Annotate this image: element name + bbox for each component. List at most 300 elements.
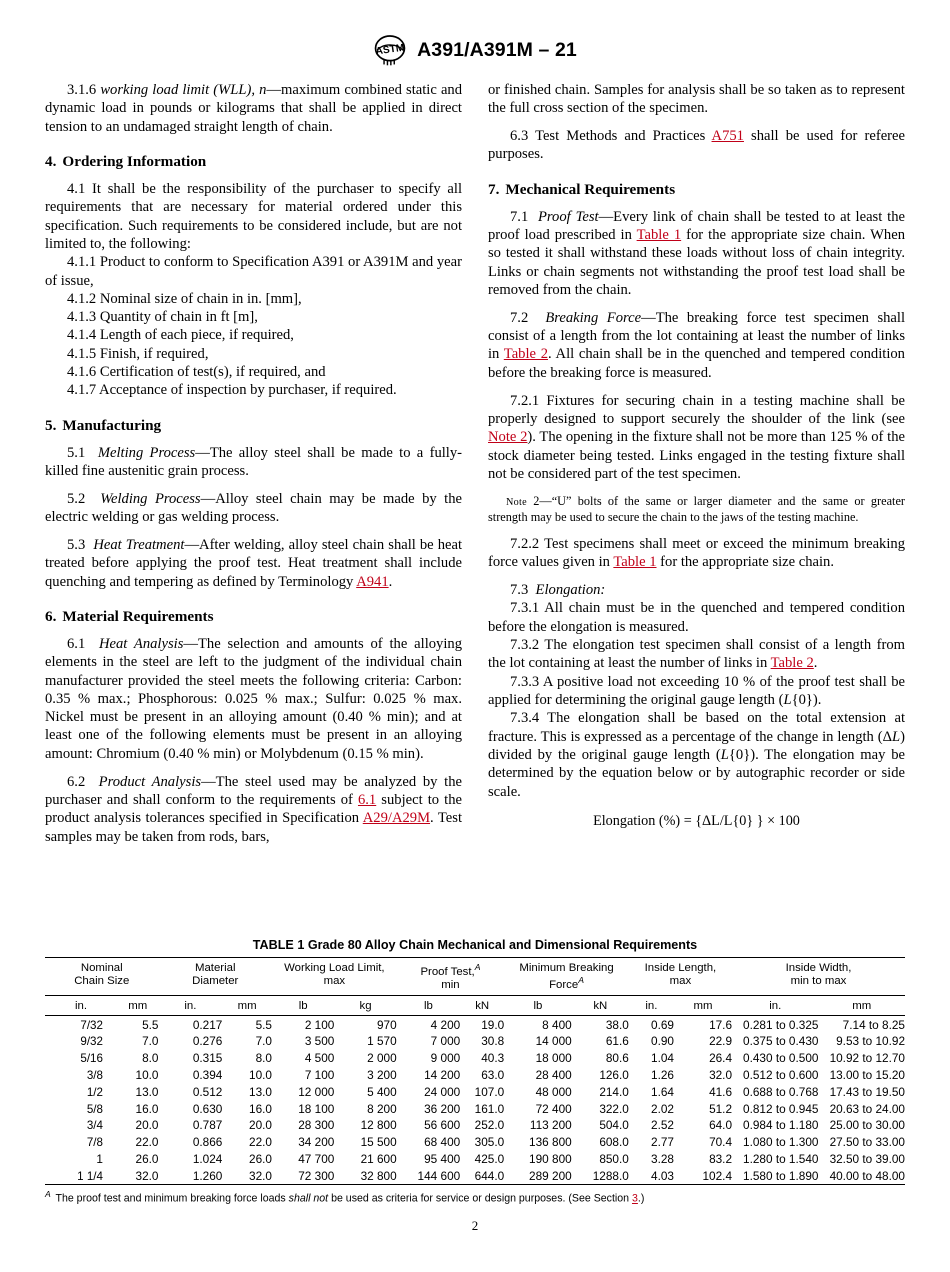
elongation-equation: Elongation (%) = {ΔL/L{0} } × 100 (593, 812, 800, 829)
defined-term: Proof Test (538, 208, 599, 225)
group-line-1: Proof Test, (420, 965, 475, 978)
table-cell: 2 100 (304, 1017, 335, 1032)
para-number: 7.3 (510, 582, 529, 599)
unit-header: mm (693, 999, 713, 1012)
table-cell: 9.53 to 10.92 (836, 1034, 905, 1049)
table-cell: 0.984 to 1.180 (743, 1118, 819, 1133)
table-cell: 1 570 (367, 1034, 397, 1049)
table-cell: 20.0 (249, 1118, 272, 1133)
table-cell: 289 200 (529, 1168, 572, 1183)
table-cell: 504.0 (599, 1118, 629, 1133)
standard-reference-a751[interactable]: A751 (711, 128, 744, 145)
table-cell: 7.0 (142, 1034, 159, 1049)
table-cell: 72 400 (535, 1101, 572, 1116)
paragraph-7-1 (488, 208, 905, 300)
defined-term: Breaking Force (545, 309, 642, 326)
para-text: —Every link of chain shall be tested to at least the proof load prescribed in (488, 208, 905, 244)
unit-header: lb (533, 999, 543, 1012)
table-cell: 0.430 to 0.500 (743, 1051, 819, 1066)
table-cell: 1 1/4 (77, 1169, 103, 1183)
defined-term: Welding Process (100, 490, 201, 507)
paragraph-7-2 (488, 309, 905, 382)
table-cell: 0.69 (651, 1017, 674, 1032)
para-text-3: {0}). The elongation may be determined by the equation below or by autographic recorder or side scale. (488, 746, 905, 800)
section-heading-7 (488, 181, 905, 199)
table-cell: 28 300 (298, 1118, 335, 1133)
table-cell: 72 300 (298, 1168, 335, 1183)
unit-header: kN (475, 999, 490, 1012)
table-cell: 14 000 (535, 1034, 572, 1049)
table-cell: 1.04 (651, 1051, 674, 1066)
right-column (488, 81, 905, 830)
variable-L: L (783, 691, 792, 708)
table-cell: 2 000 (367, 1051, 397, 1066)
defined-term: Heat Treatment (93, 536, 185, 553)
document-designation: A391/A391M – 21 (417, 38, 577, 61)
variable-L0: L (720, 746, 729, 763)
paragraph-6-2 (45, 773, 462, 846)
standard-reference-a941[interactable]: A941 (356, 573, 389, 590)
table-cell: 126.0 (599, 1067, 629, 1082)
paragraph-6-3 (488, 127, 905, 164)
unit-header: in. (184, 999, 197, 1012)
table-footnote (45, 1185, 905, 1206)
table-cell: 1.080 to 1.300 (743, 1135, 819, 1150)
table-cell: 1 (96, 1151, 103, 1166)
group-header-row (45, 958, 905, 996)
table-cell: 3/4 (86, 1119, 103, 1133)
table-cell: 0.276 (192, 1034, 223, 1049)
standard-reference-a29[interactable]: A29/A29M (362, 810, 431, 827)
defined-term: Product Analysis (98, 773, 202, 790)
table-cell: 0.866 (192, 1135, 223, 1150)
table-cell: 144 600 (417, 1168, 461, 1183)
table-cell: 8 200 (367, 1101, 397, 1116)
table-cell: 13.0 (249, 1084, 272, 1099)
unit-header: in. (645, 999, 658, 1012)
table-cell: 19.0 (481, 1017, 505, 1032)
paragraph-4-1-2: 4.1.2 Nominal size of chain in in. [mm], (67, 290, 302, 307)
table-cell: 970 (377, 1017, 397, 1032)
table-title: TABLE 1 Grade 80 Alloy Chain Mechanical and Dimensional Requirements (252, 938, 698, 952)
table-cell: 32.0 (709, 1067, 733, 1082)
para-number: 7.2 (510, 309, 529, 326)
para-number: 6.1 (67, 635, 86, 652)
footnote-text-a: The proof test and minimum breaking force loads (52, 1192, 289, 1205)
table-cell: 13.00 to 15.20 (829, 1067, 905, 1082)
unit-header: mm (128, 999, 148, 1012)
group-line-1: Material (194, 961, 236, 974)
group-line-1: Minimum Breaking (519, 961, 614, 974)
group-line-1: Inside Width, (785, 961, 852, 974)
table-cell: 1.260 (192, 1168, 223, 1183)
para-text-end: . All chain shall be in the quenched and tempered condition before the breaking force is measured. (488, 346, 905, 381)
para-text: 7.3.4 The elongation shall be based on the total extension at fracture. This is expressed as a percentage of the change in length (Δ (488, 710, 905, 745)
section-reference-6-1[interactable]: 6.1 (357, 791, 377, 808)
table-1-block (45, 938, 905, 1206)
table-cell: 322.0 (599, 1101, 629, 1116)
table-cell: 26.0 (135, 1151, 159, 1166)
group-line-2: max (669, 974, 692, 987)
table-cell: 0.630 (192, 1101, 223, 1116)
para-text-3: . Test samples may be taken from rods, bars, (45, 810, 463, 845)
para-text: 7.3.3 A positive load not exceeding 10 % of the proof test shall be applied for determining the original gauge length ( (488, 673, 905, 708)
table-cell: 8 400 (542, 1017, 572, 1032)
table-cell: 24 000 (424, 1084, 461, 1099)
group-header-inside-width (732, 958, 905, 996)
table-cell: 32.50 to 39.00 (829, 1151, 905, 1166)
group-header-working-load-limit (272, 958, 397, 996)
table-cell: 40.3 (481, 1051, 505, 1066)
table-cell: 14 200 (424, 1067, 461, 1082)
paragraph-4-1-5: 4.1.5 Finish, if required, (67, 345, 209, 362)
paragraph-4-1-3: 4.1.3 Quantity of chain in ft [m], (67, 309, 258, 326)
table-row (45, 1083, 905, 1100)
defined-term: Heat Analysis (98, 635, 184, 652)
paragraph-7-3-1: 7.3.1 All chain must be in the quenched and tempered condition before the elongation is measured. (488, 600, 905, 635)
section-number: 7. (488, 180, 500, 198)
paragraph-6-2-continued: or finished chain. Samples for analysis shall be so taken as to represent the full cross section of the specimen. (488, 82, 905, 117)
group-line-2: max (323, 974, 346, 987)
table-cell: 4.03 (651, 1168, 674, 1183)
table-cell: 3 200 (367, 1067, 397, 1082)
paragraph-3-1-6 (45, 81, 462, 136)
table-1 (45, 957, 905, 1184)
unit-header: mm (237, 999, 257, 1012)
table-cell: 32.0 (135, 1168, 159, 1183)
table-row (45, 1050, 905, 1067)
table-cell: 1.64 (651, 1084, 674, 1099)
table-cell: 0.787 (192, 1118, 223, 1133)
section-heading-5 (45, 417, 462, 435)
table-cell: 15 500 (360, 1135, 397, 1150)
table-row (45, 1033, 905, 1050)
paragraph-4-1-6: 4.1.6 Certification of test(s), if required, and (67, 364, 326, 381)
paragraph-7-3-2 (488, 636, 905, 673)
para-text: 7.2.2 Test specimens shall meet or exceed the minimum breaking force values given in (488, 535, 905, 571)
table-cell: 1/2 (86, 1085, 103, 1099)
para-text-2: subject to the product analysis tolerances specified in Specification (45, 791, 462, 827)
table-cell: 36 200 (424, 1101, 461, 1116)
table-row (45, 1134, 905, 1151)
para-text-end: {0}). (791, 691, 822, 708)
table-cell: 22.0 (135, 1135, 159, 1150)
footnote-marker: A (474, 961, 481, 972)
table-cell: 1.280 to 1.540 (743, 1151, 819, 1166)
table-cell: 5 400 (367, 1084, 397, 1099)
table-cell: 4 500 (304, 1051, 335, 1066)
table-cell: 13.0 (135, 1084, 159, 1099)
table-cell: 113 200 (529, 1118, 572, 1133)
footnote-marker: A (578, 974, 584, 985)
table-cell: 9 000 (430, 1051, 461, 1066)
paragraph-7-3-3 (488, 673, 905, 710)
table-cell: 107.0 (474, 1084, 505, 1099)
table-cell: 4 200 (430, 1017, 461, 1032)
table-cell: 56 600 (424, 1118, 461, 1133)
table-cell: 0.375 to 0.430 (743, 1034, 819, 1049)
unit-header: mm (852, 999, 872, 1012)
group-line-1: Inside Length, (644, 961, 717, 974)
table-cell: 95 400 (424, 1151, 461, 1166)
table-row (45, 1150, 905, 1167)
table-row (45, 1067, 905, 1084)
paragraph-7-2-2 (488, 535, 905, 572)
table-cell: 27.50 to 33.00 (829, 1135, 905, 1150)
section-reference-3[interactable]: 3 (631, 1192, 638, 1205)
svg-text:ASTM: ASTM (375, 42, 406, 58)
table-reference-table-2[interactable]: Table 2 (503, 346, 548, 363)
unit-header: in. (769, 999, 782, 1012)
para-text-end: . (388, 573, 393, 590)
group-header-nominal-chain-size (45, 958, 159, 996)
table-cell: 7.14 to 8.25 (842, 1017, 905, 1032)
table-row (45, 1167, 905, 1184)
para-number: 5.3 (67, 536, 86, 553)
footnote-text-b: be used as criteria for service or design purposes. (See Section (328, 1192, 632, 1205)
table-cell: 252.0 (474, 1118, 505, 1133)
unit-header: lb (298, 999, 308, 1012)
table-cell: 17.43 to 19.50 (829, 1084, 905, 1099)
table-cell: 644.0 (474, 1168, 505, 1183)
table-cell: 161.0 (474, 1101, 505, 1116)
footnote-emphasis: shall not (288, 1192, 329, 1205)
table-cell: 3 500 (304, 1034, 335, 1049)
table-cell: 136 800 (529, 1135, 572, 1150)
group-line-1: Nominal (80, 961, 123, 974)
table-cell: 7.0 (255, 1034, 272, 1049)
table-cell: 32 800 (360, 1168, 397, 1183)
section-heading-6 (45, 608, 462, 626)
page-number: 2 (471, 1218, 479, 1233)
table-cell: 0.281 to 0.325 (743, 1017, 819, 1032)
table-cell: 10.0 (135, 1067, 159, 1082)
group-line-2: Force (549, 978, 579, 991)
table-reference-table-2-b[interactable]: Table 2 (770, 655, 814, 672)
section-number: 6. (45, 607, 57, 625)
table-cell: 80.6 (605, 1051, 629, 1066)
table-cell: 1.024 (192, 1151, 223, 1166)
table-cell: 7 000 (430, 1034, 461, 1049)
table-cell: 190 800 (529, 1151, 572, 1166)
table-cell: 22.0 (249, 1135, 272, 1150)
para-text: 6.3 Test Methods and Practices (510, 128, 712, 145)
group-header-inside-length (629, 958, 732, 996)
table-cell: 63.0 (481, 1067, 505, 1082)
group-header-proof-test (397, 958, 504, 996)
table-cell: 83.2 (709, 1151, 733, 1166)
table-cell: 12 800 (360, 1118, 397, 1133)
table-cell: 30.8 (481, 1034, 505, 1049)
table-cell: 12 000 (298, 1084, 335, 1099)
para-text-end: for the appropriate size chain. (656, 554, 834, 571)
paragraph-5-2 (45, 490, 462, 527)
table-cell: 1.26 (651, 1067, 674, 1082)
group-line-2: min (441, 978, 460, 991)
para-number: 6.2 (67, 773, 86, 790)
table-cell: 17.6 (709, 1017, 733, 1032)
table-cell: 25.00 to 30.00 (829, 1118, 905, 1133)
para-text: 7.3.2 The elongation test specimen shall consist of a length from the lot containing at least the number of links in (488, 637, 905, 672)
table-cell: 18 000 (535, 1051, 572, 1066)
document-header (45, 0, 905, 81)
table-cell: 64.0 (709, 1118, 733, 1133)
table-cell: 38.0 (605, 1017, 629, 1032)
table-cell: 70.4 (709, 1135, 733, 1150)
paragraph-4-1-4: 4.1.4 Length of each piece, if required, (67, 327, 294, 344)
table-cell: 51.2 (709, 1101, 733, 1116)
paragraph-7-3-4 (488, 709, 905, 801)
table-cell: 61.6 (605, 1034, 629, 1049)
table-cell: 5.5 (255, 1017, 272, 1032)
astm-logo-icon (373, 33, 407, 67)
footnote-text-c: .) (637, 1192, 645, 1205)
group-header-minimum-breaking-force (504, 958, 629, 996)
table-cell: 26.0 (249, 1151, 272, 1166)
table-cell: 40.00 to 48.00 (829, 1168, 905, 1183)
table-cell: 1.580 to 1.890 (743, 1168, 819, 1183)
table-cell: 5.5 (142, 1017, 159, 1032)
variable-delta-L: L (892, 728, 901, 745)
section-title: Manufacturing (62, 416, 162, 434)
paragraph-4-1-7: 4.1.7 Acceptance of inspection by purchaser, if required. (67, 382, 397, 399)
table-cell: 850.0 (599, 1151, 629, 1166)
table-cell: 9/32 (80, 1035, 103, 1049)
note-label: Note (506, 497, 528, 509)
table-cell: 608.0 (599, 1135, 629, 1150)
table-cell: 0.812 to 0.945 (743, 1101, 819, 1116)
table-cell: 26.4 (709, 1051, 733, 1066)
para-text: —maximum combined static and dynamic load in pounds or kilograms that shall be applied in direct tension to an undamaged straight length of chain. (45, 82, 463, 135)
table-cell: 7 100 (304, 1067, 335, 1082)
unit-header: lb (424, 999, 433, 1012)
paragraph-5-1 (45, 444, 462, 481)
paragraph-6-1 (45, 635, 462, 763)
table-cell: 16.0 (135, 1101, 159, 1116)
table-cell: 21 600 (360, 1151, 397, 1166)
table-row (45, 1016, 905, 1033)
table-head (45, 958, 905, 1016)
defined-term: Elongation: (535, 582, 606, 599)
note-2 (488, 494, 905, 525)
table-cell: 3/8 (86, 1068, 103, 1082)
table-cell: 32.0 (249, 1168, 272, 1183)
table-cell: 22.9 (709, 1034, 733, 1049)
group-line-1: Working Load Limit, (284, 961, 385, 974)
table-row (45, 1117, 905, 1134)
section-number: 4. (45, 152, 57, 170)
table-cell: 28 400 (535, 1067, 572, 1082)
unit-header: in. (74, 999, 87, 1012)
note-reference-note-2[interactable]: Note 2 (488, 429, 528, 446)
table-cell: 214.0 (599, 1084, 629, 1099)
table-cell: 0.394 (192, 1067, 223, 1082)
table-cell: 1288.0 (592, 1168, 629, 1183)
group-header-material-diameter (159, 958, 273, 996)
paragraph-4-1: 4.1 It shall be the responsibility of the purchaser to specify all requirements that are necessary for material ordered under this specification. Such requirements to be considered include, but are not limited to, the following: (45, 180, 462, 252)
table-cell: 102.4 (702, 1168, 733, 1183)
unit-header: kN (593, 999, 608, 1012)
table-cell: 20.63 to 24.00 (829, 1101, 905, 1116)
table-cell: 16.0 (249, 1101, 272, 1116)
para-text: —The steel used may be analyzed by the purchaser and shall conform to the requirements of (45, 773, 462, 808)
table-body (45, 1016, 905, 1184)
paragraph-7-3 (488, 581, 905, 599)
para-text-end: ). The opening in the fixture shall not be more than 125 % of the stock diameter being tested. Links engaged in the testing fixture shall not be considered part of the test specimen. (488, 429, 905, 482)
defined-term: Melting Process (97, 444, 196, 461)
table-cell: 5/16 (80, 1052, 103, 1066)
section-title: Material Requirements (62, 607, 214, 625)
table-cell: 305.0 (474, 1135, 505, 1150)
table-cell: 68 400 (424, 1135, 461, 1150)
table-reference-table-1-b[interactable]: Table 1 (613, 554, 657, 571)
section-number: 5. (45, 416, 57, 434)
paragraph-7-2-1 (488, 392, 905, 484)
group-line-2: Chain Size (74, 974, 130, 987)
table-cell: 0.315 (192, 1051, 223, 1066)
table-cell: 41.6 (709, 1084, 733, 1099)
table-cell: 7/8 (86, 1136, 103, 1150)
table-cell: 34 200 (298, 1135, 335, 1150)
table-cell: 48 000 (535, 1084, 572, 1099)
table-cell: 5/8 (86, 1102, 103, 1116)
table-cell: 10.0 (249, 1067, 272, 1082)
para-text: —Alloy steel chain may be made by the electric welding or gas welding process. (45, 490, 463, 526)
table-cell: 10.92 to 12.70 (829, 1051, 905, 1066)
group-line-2: min to max (790, 974, 847, 987)
section-title: Ordering Information (62, 152, 207, 170)
table-cell: 425.0 (474, 1151, 505, 1166)
table-cell: 20.0 (135, 1118, 159, 1133)
para-text-end: for the appropriate size chain. When so tested it shall withstand these loads without loss of chain integrity. Links or chain segments not withstanding the proof test load shall be removed from the chain. (488, 227, 905, 298)
defined-term: working load limit (WLL), n (100, 82, 267, 98)
table-cell: 0.90 (651, 1034, 674, 1049)
table-cell: 0.512 to 0.600 (743, 1067, 819, 1082)
table-row (45, 1100, 905, 1117)
para-number: 7.1 (510, 208, 529, 225)
table-reference-table-1[interactable]: Table 1 (636, 227, 682, 244)
footnote-mark: A (45, 1189, 51, 1200)
section-title: Mechanical Requirements (505, 180, 676, 198)
para-text-end: shall be used for referee purposes. (488, 128, 905, 163)
table-cell: 2.02 (651, 1101, 674, 1116)
unit-header-row (45, 996, 905, 1016)
table-cell: 7/32 (80, 1018, 103, 1032)
left-column (45, 81, 462, 846)
unit-header: kg (359, 999, 372, 1012)
table-cell: 0.512 (192, 1084, 223, 1099)
para-text: —The breaking force test specimen shall consist of a length from the lot containing at least the number of links in (488, 309, 906, 363)
table-cell: 8.0 (255, 1051, 272, 1066)
section-heading-4 (45, 153, 462, 171)
para-text-end: . (813, 655, 818, 672)
group-line-2: Diameter (192, 974, 239, 987)
table-cell: 8.0 (142, 1051, 159, 1066)
para-number: 5.1 (67, 444, 86, 461)
table-cell: 3.28 (651, 1151, 674, 1166)
table-cell: 2.77 (651, 1135, 674, 1150)
para-text: —After welding, alloy steel chain shall be heat treated before applying the proof test. Heat treatment shall include quenching and tempering as defined by Terminology (45, 536, 463, 590)
paragraph-5-3 (45, 536, 462, 591)
table-cell: 0.688 to 0.768 (743, 1084, 819, 1099)
para-number: 3.1.6 (67, 82, 97, 98)
para-text: —The alloy steel shall be made to a fully-killed fine austenitic grain process. (45, 444, 463, 479)
para-text: —The selection and amounts of the alloying elements in the steel are left to the judgment of the individual chain manufacturer provided the steel meets the following criteria: Carbon: 0.35 % max.; Phosphorous: 0.025 % max.; Sulfur: 0.025 % max. Nickel must be present in an alloying amount (0.40 % min); and at least one of the following elements must be present in an alloying amount: Chromium (0.40 % min) or Molybdenum (0.15 % min). (45, 635, 463, 762)
two-column-body (45, 81, 905, 846)
table-cell: 2.52 (651, 1118, 674, 1133)
note-text: 2—“U” bolts of the same or larger diameter and the same or greater strength may be used to secure the chain to the jaws of the testing machine. (488, 494, 905, 524)
paragraph-4-1-1: 4.1.1 Product to conform to Specification A391 or A391M and year of issue, (45, 254, 462, 289)
